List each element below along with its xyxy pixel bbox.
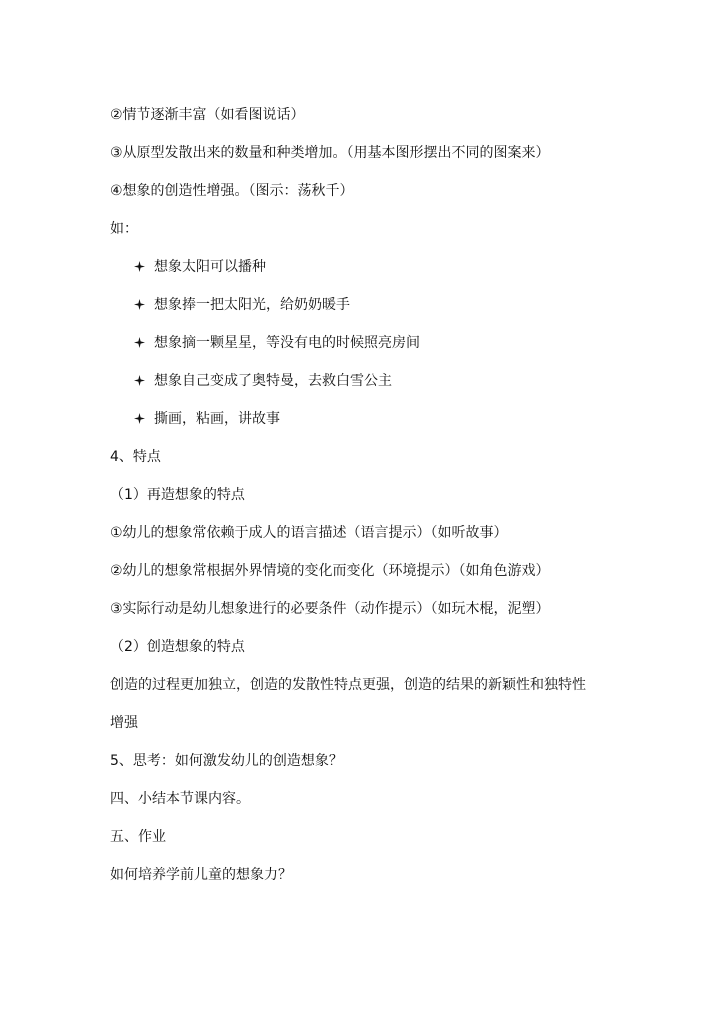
diamond-star-bullet-icon (134, 258, 145, 276)
bullet-text: 撕画，粘画，讲故事 (154, 411, 280, 427)
text-line: ③实际行动是幼儿想象进行的必要条件（动作提示）（如玩木棍，泥塑） (110, 601, 550, 617)
diamond-star-bullet-icon (134, 410, 145, 428)
text-line: ③从原型发散出来的数量和种类增加。（用基本图形摆出不同的图案来） (110, 145, 550, 161)
text-line: 创造的过程更加独立，创造的发散性特点更强，创造的结果的新颖性和独特性 (110, 677, 586, 693)
bullet-item (134, 258, 266, 276)
bullet-text: 想象捧一把太阳光，给奶奶暖手 (154, 297, 350, 313)
bullet-item (134, 410, 280, 428)
bullet-item (134, 372, 392, 390)
text-line: 如： (110, 221, 138, 237)
section-heading: 4、特点 (110, 449, 161, 465)
subsection-heading: （1）再造想象的特点 (110, 487, 245, 503)
bullet-item (134, 334, 420, 352)
diamond-star-bullet-icon (134, 334, 145, 352)
bullet-text: 想象太阳可以播种 (154, 259, 266, 275)
text-line: ②情节逐渐丰富（如看图说话） (110, 107, 305, 123)
text-line: ④想象的创造性增强。（图示：荡秋千） (110, 183, 354, 199)
section-heading: 四、小结本节课内容。 (110, 791, 250, 807)
bullet-text: 想象摘一颗星星，等没有电的时候照亮房间 (154, 335, 420, 351)
text-line: 增强 (110, 715, 138, 731)
bullet-item (134, 296, 350, 314)
section-heading: 5、思考：如何激发幼儿的创造想象？ (110, 753, 343, 769)
text-line: 如何培养学前儿童的想象力？ (110, 867, 292, 883)
section-heading: 五、作业 (110, 829, 166, 845)
bullet-text: 想象自己变成了奥特曼，去救白雪公主 (154, 373, 392, 389)
text-line: ②幼儿的想象常根据外界情境的变化而变化（环境提示）（如角色游戏） (110, 563, 550, 579)
diamond-star-bullet-icon (134, 296, 145, 314)
diamond-star-bullet-icon (134, 372, 145, 390)
text-line: ①幼儿的想象常依赖于成人的语言描述（语言提示）（如听故事） (110, 525, 508, 541)
subsection-heading: （2）创造想象的特点 (110, 639, 245, 655)
